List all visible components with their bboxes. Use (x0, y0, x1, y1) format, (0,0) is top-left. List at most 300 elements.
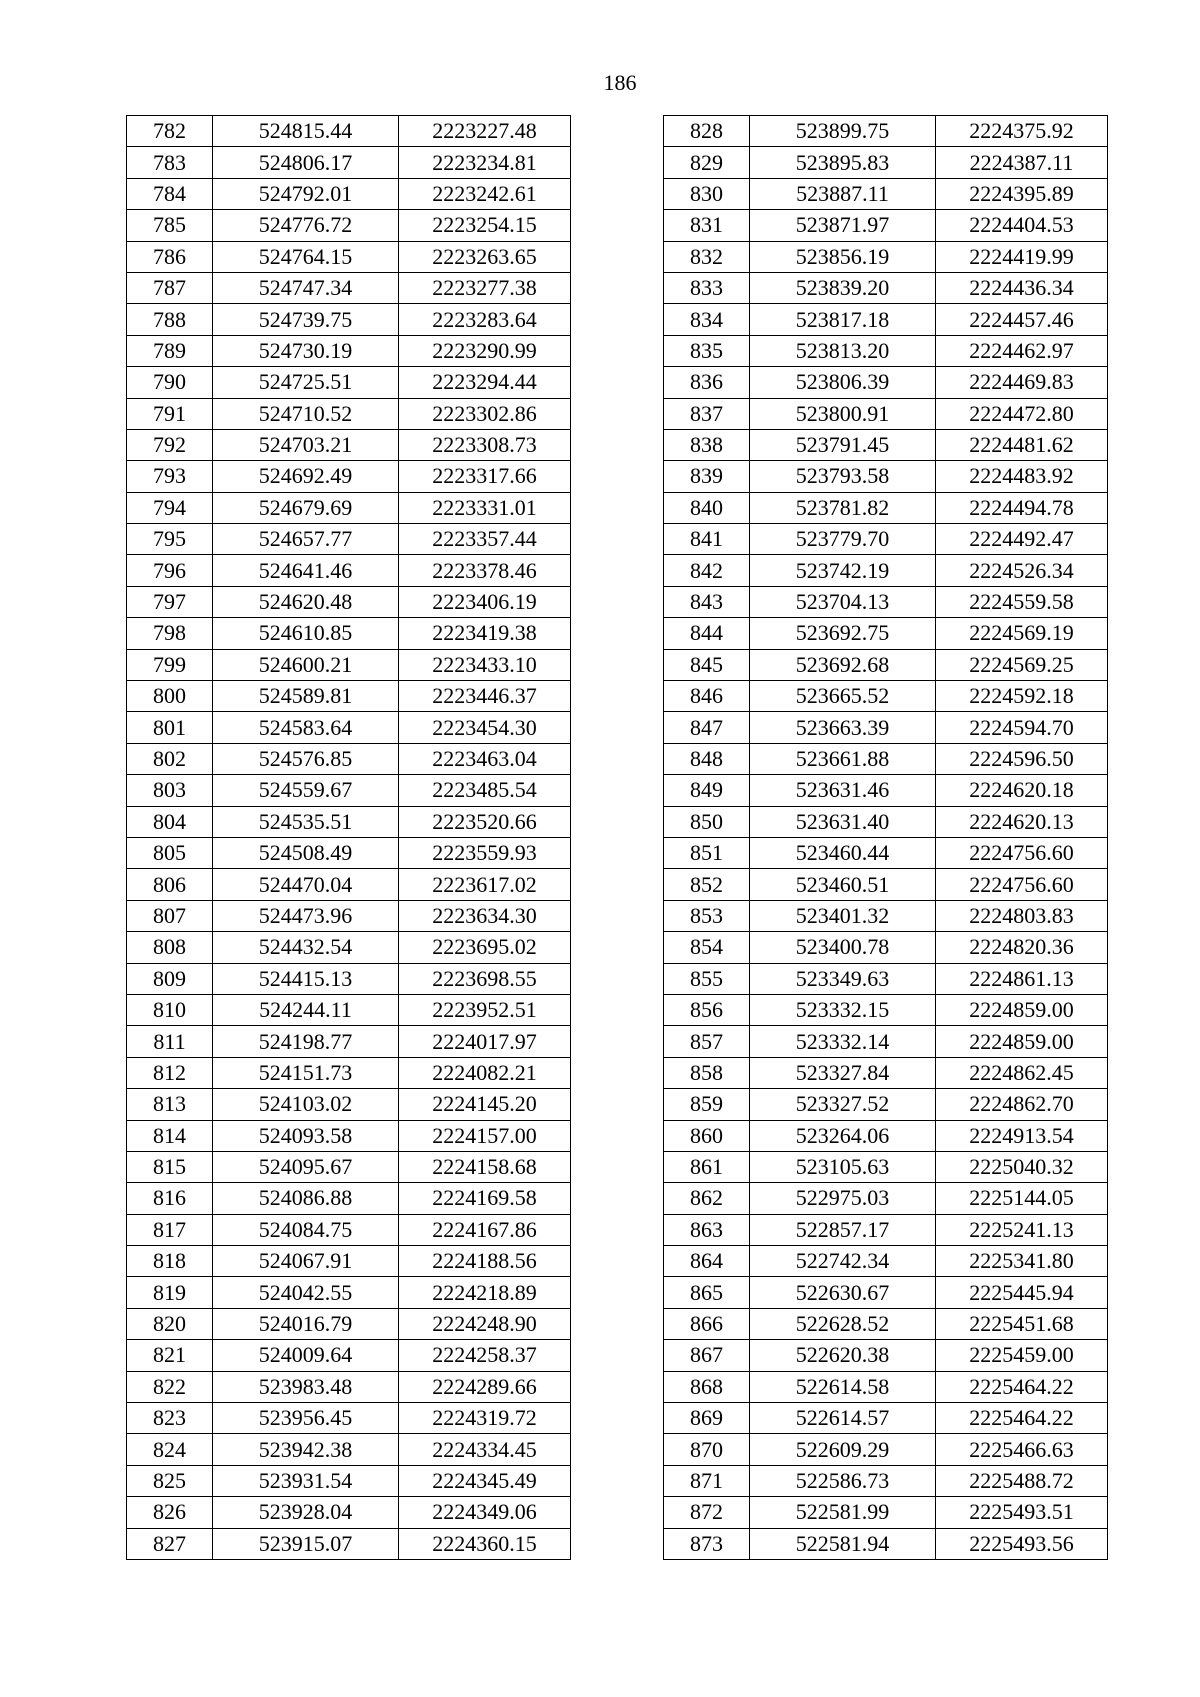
point-number-cell: 811 (127, 1026, 213, 1057)
point-number-cell: 866 (664, 1308, 750, 1339)
x-coordinate-cell: 523806.39 (750, 367, 936, 398)
x-coordinate-cell: 523349.63 (750, 963, 936, 994)
table-row (127, 335, 571, 366)
y-coordinate-cell: 2223242.61 (399, 178, 571, 209)
page-number: 186 (603, 70, 637, 95)
y-coordinate-cell: 2224756.60 (936, 869, 1108, 900)
point-number-cell: 856 (664, 994, 750, 1025)
y-coordinate-cell: 2224167.86 (399, 1214, 571, 1245)
x-coordinate-cell: 523460.51 (750, 869, 936, 900)
point-number-cell: 871 (664, 1465, 750, 1496)
point-number-cell: 816 (127, 1183, 213, 1214)
y-coordinate-cell: 2225464.22 (936, 1371, 1108, 1402)
table-row (127, 806, 571, 837)
point-number-cell: 797 (127, 586, 213, 617)
y-coordinate-cell: 2224158.68 (399, 1151, 571, 1182)
table-row (127, 116, 571, 147)
x-coordinate-cell: 524657.77 (213, 524, 399, 555)
x-coordinate-cell: 523742.19 (750, 555, 936, 586)
x-coordinate-cell: 522581.94 (750, 1528, 936, 1559)
table-row (127, 900, 571, 931)
table-row (664, 1151, 1108, 1182)
point-number-cell: 796 (127, 555, 213, 586)
x-coordinate-cell: 524610.85 (213, 618, 399, 649)
table-row (664, 837, 1108, 868)
x-coordinate-cell: 524710.52 (213, 398, 399, 429)
point-number-cell: 799 (127, 649, 213, 680)
y-coordinate-cell: 2224248.90 (399, 1308, 571, 1339)
y-coordinate-cell: 2223454.30 (399, 712, 571, 743)
y-coordinate-cell: 2224472.80 (936, 398, 1108, 429)
x-coordinate-cell: 524583.64 (213, 712, 399, 743)
table-row (664, 1403, 1108, 1434)
table-row (127, 681, 571, 712)
y-coordinate-cell: 2225241.13 (936, 1214, 1108, 1245)
y-coordinate-cell: 2224859.00 (936, 994, 1108, 1025)
point-number-cell: 851 (664, 837, 750, 868)
y-coordinate-cell: 2225466.63 (936, 1434, 1108, 1465)
table-row (664, 1026, 1108, 1057)
table-row (127, 1026, 571, 1057)
x-coordinate-cell: 523781.82 (750, 492, 936, 523)
table-row (127, 1183, 571, 1214)
point-number-cell: 823 (127, 1403, 213, 1434)
y-coordinate-cell: 2223302.86 (399, 398, 571, 429)
table-row (664, 1371, 1108, 1402)
table-row (127, 461, 571, 492)
y-coordinate-cell: 2224620.13 (936, 806, 1108, 837)
point-number-cell: 861 (664, 1151, 750, 1182)
y-coordinate-cell: 2224082.21 (399, 1057, 571, 1088)
x-coordinate-cell: 523704.13 (750, 586, 936, 617)
table-row (127, 1246, 571, 1277)
table-row (127, 210, 571, 241)
table-row (127, 1403, 571, 1434)
table-row (127, 555, 571, 586)
x-coordinate-cell: 523327.52 (750, 1089, 936, 1120)
table-row (664, 241, 1108, 272)
y-coordinate-cell: 2225493.56 (936, 1528, 1108, 1559)
y-coordinate-cell: 2224419.99 (936, 241, 1108, 272)
point-number-cell: 793 (127, 461, 213, 492)
point-number-cell: 872 (664, 1497, 750, 1528)
y-coordinate-cell: 2224483.92 (936, 461, 1108, 492)
y-coordinate-cell: 2223378.46 (399, 555, 571, 586)
y-coordinate-cell: 2223698.55 (399, 963, 571, 994)
y-coordinate-cell: 2224861.13 (936, 963, 1108, 994)
table-row (664, 1497, 1108, 1528)
point-number-cell: 839 (664, 461, 750, 492)
x-coordinate-cell: 524792.01 (213, 178, 399, 209)
y-coordinate-cell: 2224319.72 (399, 1403, 571, 1434)
y-coordinate-cell: 2224462.97 (936, 335, 1108, 366)
y-coordinate-cell: 2225144.05 (936, 1183, 1108, 1214)
x-coordinate-cell: 523332.14 (750, 1026, 936, 1057)
table-row (664, 1120, 1108, 1151)
point-number-cell: 869 (664, 1403, 750, 1434)
point-number-cell: 784 (127, 178, 213, 209)
x-coordinate-cell: 523983.48 (213, 1371, 399, 1402)
x-coordinate-cell: 523800.91 (750, 398, 936, 429)
table-row (664, 1277, 1108, 1308)
table-row (664, 963, 1108, 994)
point-number-cell: 828 (664, 116, 750, 147)
point-number-cell: 800 (127, 681, 213, 712)
x-coordinate-cell: 522630.67 (750, 1277, 936, 1308)
y-coordinate-cell: 2224526.34 (936, 555, 1108, 586)
x-coordinate-cell: 523332.15 (750, 994, 936, 1025)
y-coordinate-cell: 2224188.56 (399, 1246, 571, 1277)
x-coordinate-cell: 524703.21 (213, 429, 399, 460)
point-number-cell: 783 (127, 147, 213, 178)
point-number-cell: 830 (664, 178, 750, 209)
table-row (127, 367, 571, 398)
point-number-cell: 836 (664, 367, 750, 398)
y-coordinate-cell: 2225493.51 (936, 1497, 1108, 1528)
x-coordinate-cell: 523400.78 (750, 932, 936, 963)
y-coordinate-cell: 2223406.19 (399, 586, 571, 617)
point-number-cell: 790 (127, 367, 213, 398)
point-number-cell: 849 (664, 775, 750, 806)
point-number-cell: 817 (127, 1214, 213, 1245)
table-row (664, 492, 1108, 523)
y-coordinate-cell: 2223419.38 (399, 618, 571, 649)
table-row (127, 932, 571, 963)
table-row (664, 272, 1108, 303)
table-row (664, 1465, 1108, 1496)
y-coordinate-cell: 2223234.81 (399, 147, 571, 178)
y-coordinate-cell: 2224345.49 (399, 1465, 571, 1496)
x-coordinate-cell: 523460.44 (750, 837, 936, 868)
table-row (664, 178, 1108, 209)
y-coordinate-cell: 2224803.83 (936, 900, 1108, 931)
y-coordinate-cell: 2224469.83 (936, 367, 1108, 398)
x-coordinate-cell: 523915.07 (213, 1528, 399, 1559)
table-row (664, 367, 1108, 398)
point-number-cell: 837 (664, 398, 750, 429)
table-row (127, 1340, 571, 1371)
x-coordinate-cell: 523899.75 (750, 116, 936, 147)
table-row (664, 1308, 1108, 1339)
x-coordinate-cell: 523813.20 (750, 335, 936, 366)
x-coordinate-cell: 523631.46 (750, 775, 936, 806)
x-coordinate-cell: 522581.99 (750, 1497, 936, 1528)
table-row (127, 304, 571, 335)
x-coordinate-cell: 524576.85 (213, 743, 399, 774)
table-row (127, 1497, 571, 1528)
y-coordinate-cell: 2224289.66 (399, 1371, 571, 1402)
point-number-cell: 834 (664, 304, 750, 335)
table-row (664, 398, 1108, 429)
point-number-cell: 864 (664, 1246, 750, 1277)
x-coordinate-cell: 523895.83 (750, 147, 936, 178)
y-coordinate-cell: 2223433.10 (399, 649, 571, 680)
y-coordinate-cell: 2224592.18 (936, 681, 1108, 712)
table-row (664, 586, 1108, 617)
x-coordinate-cell: 523931.54 (213, 1465, 399, 1496)
y-coordinate-cell: 2223308.73 (399, 429, 571, 460)
table-row (127, 743, 571, 774)
y-coordinate-cell: 2224862.70 (936, 1089, 1108, 1120)
table-row (664, 1183, 1108, 1214)
x-coordinate-cell: 524067.91 (213, 1246, 399, 1277)
x-coordinate-cell: 523327.84 (750, 1057, 936, 1088)
y-coordinate-cell: 2224859.00 (936, 1026, 1108, 1057)
point-number-cell: 787 (127, 272, 213, 303)
y-coordinate-cell: 2224017.97 (399, 1026, 571, 1057)
table-row (127, 178, 571, 209)
table-row (127, 398, 571, 429)
point-number-cell: 838 (664, 429, 750, 460)
x-coordinate-cell: 524641.46 (213, 555, 399, 586)
table-row (664, 712, 1108, 743)
point-number-cell: 843 (664, 586, 750, 617)
point-number-cell: 795 (127, 524, 213, 555)
table-body (664, 116, 1108, 1560)
x-coordinate-cell: 524042.55 (213, 1277, 399, 1308)
y-coordinate-cell: 2224620.18 (936, 775, 1108, 806)
x-coordinate-cell: 523401.32 (750, 900, 936, 931)
point-number-cell: 841 (664, 524, 750, 555)
y-coordinate-cell: 2224395.89 (936, 178, 1108, 209)
x-coordinate-cell: 524198.77 (213, 1026, 399, 1057)
point-number-cell: 806 (127, 869, 213, 900)
y-coordinate-cell: 2224258.37 (399, 1340, 571, 1371)
x-coordinate-cell: 523887.11 (750, 178, 936, 209)
table-row (664, 429, 1108, 460)
point-number-cell: 842 (664, 555, 750, 586)
table-row (664, 210, 1108, 241)
x-coordinate-cell: 524473.96 (213, 900, 399, 931)
table-row (664, 681, 1108, 712)
table-row (127, 837, 571, 868)
table-row (664, 116, 1108, 147)
y-coordinate-cell: 2224436.34 (936, 272, 1108, 303)
point-number-cell: 808 (127, 932, 213, 963)
x-coordinate-cell: 523956.45 (213, 1403, 399, 1434)
y-coordinate-cell: 2223634.30 (399, 900, 571, 931)
x-coordinate-cell: 524730.19 (213, 335, 399, 366)
table-row (127, 1465, 571, 1496)
x-coordinate-cell: 524725.51 (213, 367, 399, 398)
y-coordinate-cell: 2223277.38 (399, 272, 571, 303)
point-number-cell: 809 (127, 963, 213, 994)
x-coordinate-cell: 524415.13 (213, 963, 399, 994)
x-coordinate-cell: 524589.81 (213, 681, 399, 712)
point-number-cell: 855 (664, 963, 750, 994)
y-coordinate-cell: 2223357.44 (399, 524, 571, 555)
table-row (127, 492, 571, 523)
table-row (664, 900, 1108, 931)
point-number-cell: 782 (127, 116, 213, 147)
table-row (664, 555, 1108, 586)
point-number-cell: 852 (664, 869, 750, 900)
point-number-cell: 825 (127, 1465, 213, 1496)
point-number-cell: 848 (664, 743, 750, 774)
table-row (127, 1371, 571, 1402)
point-number-cell: 818 (127, 1246, 213, 1277)
y-coordinate-cell: 2223290.99 (399, 335, 571, 366)
x-coordinate-cell: 524806.17 (213, 147, 399, 178)
table-row (664, 1340, 1108, 1371)
table-row (127, 994, 571, 1025)
table-row (664, 1057, 1108, 1088)
y-coordinate-cell: 2225445.94 (936, 1277, 1108, 1308)
x-coordinate-cell: 524620.48 (213, 586, 399, 617)
x-coordinate-cell: 523793.58 (750, 461, 936, 492)
point-number-cell: 829 (664, 147, 750, 178)
x-coordinate-cell: 523856.19 (750, 241, 936, 272)
point-number-cell: 847 (664, 712, 750, 743)
x-coordinate-cell: 523631.40 (750, 806, 936, 837)
point-number-cell: 786 (127, 241, 213, 272)
x-coordinate-cell: 524739.75 (213, 304, 399, 335)
table-row (664, 1528, 1108, 1559)
x-coordinate-cell: 524776.72 (213, 210, 399, 241)
x-coordinate-cell: 523791.45 (750, 429, 936, 460)
table-row (127, 1277, 571, 1308)
point-number-cell: 810 (127, 994, 213, 1025)
point-number-cell: 840 (664, 492, 750, 523)
table-row (127, 1434, 571, 1465)
y-coordinate-cell: 2224913.54 (936, 1120, 1108, 1151)
y-coordinate-cell: 2224481.62 (936, 429, 1108, 460)
y-coordinate-cell: 2224334.45 (399, 1434, 571, 1465)
x-coordinate-cell: 522609.29 (750, 1434, 936, 1465)
point-number-cell: 833 (664, 272, 750, 303)
y-coordinate-cell: 2223520.66 (399, 806, 571, 837)
x-coordinate-cell: 524764.15 (213, 241, 399, 272)
y-coordinate-cell: 2223485.54 (399, 775, 571, 806)
point-number-cell: 854 (664, 932, 750, 963)
y-coordinate-cell: 2223952.51 (399, 994, 571, 1025)
y-coordinate-cell: 2223227.48 (399, 116, 571, 147)
x-coordinate-cell: 524815.44 (213, 116, 399, 147)
table-body (127, 116, 571, 1560)
table-row (127, 963, 571, 994)
table-row (664, 147, 1108, 178)
table-row (664, 524, 1108, 555)
point-number-cell: 844 (664, 618, 750, 649)
y-coordinate-cell: 2223283.64 (399, 304, 571, 335)
x-coordinate-cell: 523942.38 (213, 1434, 399, 1465)
table-row (664, 806, 1108, 837)
x-coordinate-cell: 524103.02 (213, 1089, 399, 1120)
point-number-cell: 826 (127, 1497, 213, 1528)
x-coordinate-cell: 523871.97 (750, 210, 936, 241)
table-row (127, 147, 571, 178)
y-coordinate-cell: 2224594.70 (936, 712, 1108, 743)
table-row (664, 775, 1108, 806)
table-row (664, 869, 1108, 900)
point-number-cell: 859 (664, 1089, 750, 1120)
point-number-cell: 827 (127, 1528, 213, 1559)
y-coordinate-cell: 2224820.36 (936, 932, 1108, 963)
y-coordinate-cell: 2223331.01 (399, 492, 571, 523)
table-row (127, 649, 571, 680)
y-coordinate-cell: 2225451.68 (936, 1308, 1108, 1339)
point-number-cell: 788 (127, 304, 213, 335)
x-coordinate-cell: 522975.03 (750, 1183, 936, 1214)
point-number-cell: 798 (127, 618, 213, 649)
x-coordinate-cell: 522742.34 (750, 1246, 936, 1277)
table-row (127, 272, 571, 303)
x-coordinate-cell: 524244.11 (213, 994, 399, 1025)
x-coordinate-cell: 523661.88 (750, 743, 936, 774)
x-coordinate-cell: 524600.21 (213, 649, 399, 680)
point-number-cell: 791 (127, 398, 213, 429)
y-coordinate-cell: 2224145.20 (399, 1089, 571, 1120)
y-coordinate-cell: 2224492.47 (936, 524, 1108, 555)
point-number-cell: 860 (664, 1120, 750, 1151)
point-number-cell: 805 (127, 837, 213, 868)
y-coordinate-cell: 2224862.45 (936, 1057, 1108, 1088)
x-coordinate-cell: 523264.06 (750, 1120, 936, 1151)
table-row (664, 649, 1108, 680)
x-coordinate-cell: 522614.58 (750, 1371, 936, 1402)
y-coordinate-cell: 2224569.19 (936, 618, 1108, 649)
y-coordinate-cell: 2225040.32 (936, 1151, 1108, 1182)
x-coordinate-cell: 524470.04 (213, 869, 399, 900)
x-coordinate-cell: 524679.69 (213, 492, 399, 523)
x-coordinate-cell: 523817.18 (750, 304, 936, 335)
coordinate-table-left (126, 115, 571, 1560)
point-number-cell: 822 (127, 1371, 213, 1402)
point-number-cell: 813 (127, 1089, 213, 1120)
table-row (664, 743, 1108, 774)
table-row (127, 1308, 571, 1339)
y-coordinate-cell: 2223446.37 (399, 681, 571, 712)
point-number-cell: 865 (664, 1277, 750, 1308)
table-row (127, 524, 571, 555)
point-number-cell: 835 (664, 335, 750, 366)
x-coordinate-cell: 523105.63 (750, 1151, 936, 1182)
table-row (664, 1214, 1108, 1245)
x-coordinate-cell: 523779.70 (750, 524, 936, 555)
x-coordinate-cell: 524692.49 (213, 461, 399, 492)
y-coordinate-cell: 2224360.15 (399, 1528, 571, 1559)
point-number-cell: 831 (664, 210, 750, 241)
table-row (127, 1214, 571, 1245)
point-number-cell: 850 (664, 806, 750, 837)
y-coordinate-cell: 2224349.06 (399, 1497, 571, 1528)
y-coordinate-cell: 2224457.46 (936, 304, 1108, 335)
point-number-cell: 832 (664, 241, 750, 272)
y-coordinate-cell: 2224218.89 (399, 1277, 571, 1308)
point-number-cell: 785 (127, 210, 213, 241)
point-number-cell: 794 (127, 492, 213, 523)
table-row (127, 241, 571, 272)
table-row (127, 1120, 571, 1151)
y-coordinate-cell: 2225459.00 (936, 1340, 1108, 1371)
table-row (664, 335, 1108, 366)
y-coordinate-cell: 2224404.53 (936, 210, 1108, 241)
x-coordinate-cell: 522614.57 (750, 1403, 936, 1434)
table-row (664, 304, 1108, 335)
point-number-cell: 792 (127, 429, 213, 460)
y-coordinate-cell: 2224596.50 (936, 743, 1108, 774)
x-coordinate-cell: 523928.04 (213, 1497, 399, 1528)
x-coordinate-cell: 523663.39 (750, 712, 936, 743)
y-coordinate-cell: 2224169.58 (399, 1183, 571, 1214)
y-coordinate-cell: 2223254.15 (399, 210, 571, 241)
point-number-cell: 820 (127, 1308, 213, 1339)
coordinate-table-right (663, 115, 1108, 1560)
point-number-cell: 858 (664, 1057, 750, 1088)
table-row (664, 932, 1108, 963)
y-coordinate-cell: 2223559.93 (399, 837, 571, 868)
table-row (127, 1057, 571, 1088)
